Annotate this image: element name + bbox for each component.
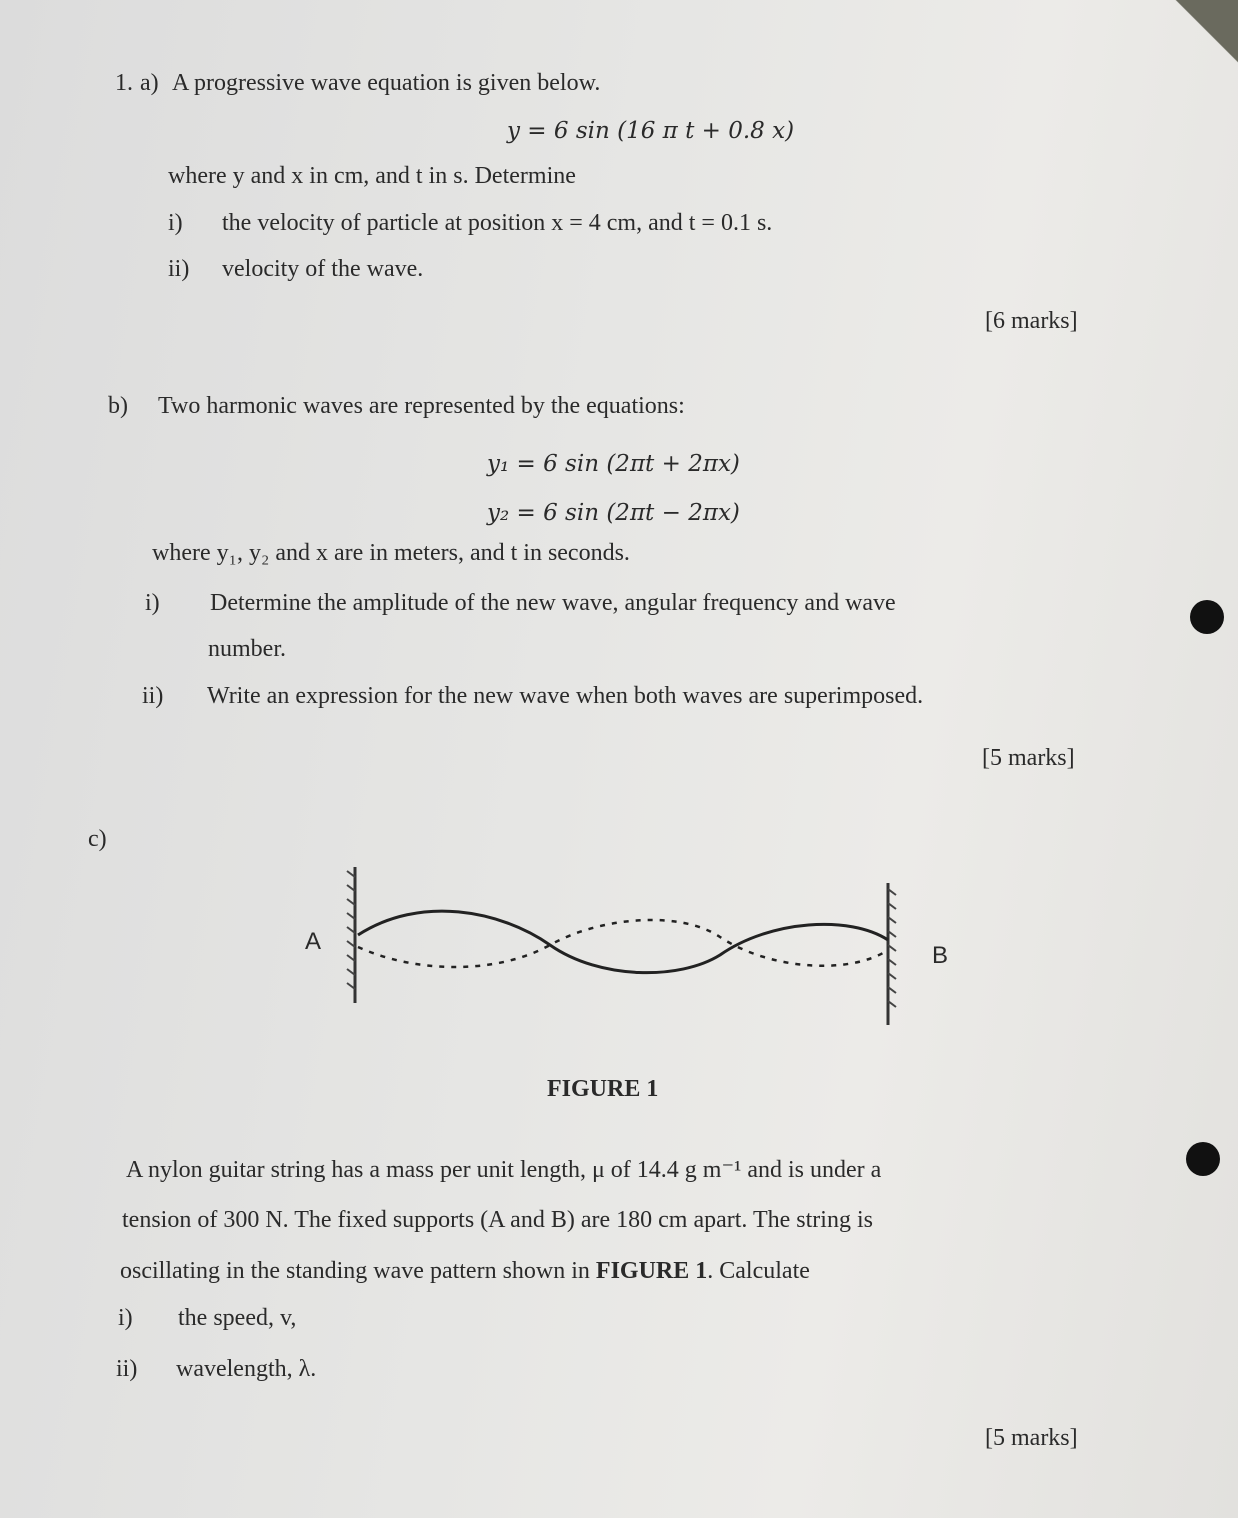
part-a-label: a) [140,70,159,96]
part-c-marks: [5 marks] [985,1425,1078,1451]
part-a-intro: A progressive wave equation is given below. [172,70,601,96]
part-a-i-text: the velocity of particle at position x = 4 cm, and t = 0.1 s. [222,210,773,236]
dashed-wave [358,920,888,967]
part-c-i-text: the speed, v, [178,1305,297,1331]
question-number: 1. [115,70,133,96]
part-a-ii-label: ii) [168,256,190,282]
figure-label-b: B [932,942,949,969]
part-a-i-label: i) [168,210,183,236]
part-a-where: where y and x in cm, and t in s. Determine [168,163,576,189]
part-b-ii-text: Write an expression for the new wave when both waves are superimposed. [207,683,924,709]
support-b [888,883,896,1025]
part-a-ii-text: velocity of the wave. [222,256,424,282]
punch-hole [1190,600,1224,634]
part-c-text-3a: oscillating in the standing wave pattern shown in [120,1258,590,1284]
part-b-label: b) [108,393,128,419]
part-b-i-label: i) [145,590,160,616]
standing-wave-figure [300,855,940,1025]
part-c-label: c) [88,826,107,852]
part-b-i-text-1: Determine the amplitude of the new wave, angular frequency and wave [210,590,896,616]
part-c-text-1: A nylon guitar string has a mass per unit length, μ of 14.4 g m⁻¹ and is under a [126,1157,882,1183]
part-c-ii-label: ii) [116,1356,138,1382]
part-a-equation: y = 6 sin (16 π t + 0.8 x) [507,118,795,144]
figure-caption: FIGURE 1 [547,1076,659,1102]
part-c-figure-ref: FIGURE 1 [595,1258,708,1284]
page-corner-shadow [1168,0,1238,70]
part-b-intro: Two harmonic waves are represented by the equations: [158,393,685,419]
part-b-where: where y₁, y₂ and x are in meters, and t in seconds. [152,540,630,566]
part-c-text-3c: . Calculate [707,1258,810,1284]
solid-wave [358,911,888,973]
support-a [347,867,355,1003]
part-c-ii-text: wavelength, λ. [176,1356,317,1382]
part-b-marks: [5 marks] [982,745,1075,771]
part-c-i-label: i) [118,1305,133,1331]
figure-label-a: A [305,928,322,955]
punch-hole [1186,1142,1220,1176]
part-b-eq2: y₂ = 6 sin (2πt − 2πx) [487,500,740,526]
part-c-text-3 [120,1258,810,1285]
part-b-i-text-2: number. [208,636,286,662]
part-b-ii-label: ii) [142,683,164,709]
part-b-eq1: y₁ = 6 sin (2πt + 2πx) [487,451,740,477]
part-c-text-2: tension of 300 N. The fixed supports (A and B) are 180 cm apart. The string is [122,1207,873,1233]
part-a-marks: [6 marks] [985,308,1078,334]
